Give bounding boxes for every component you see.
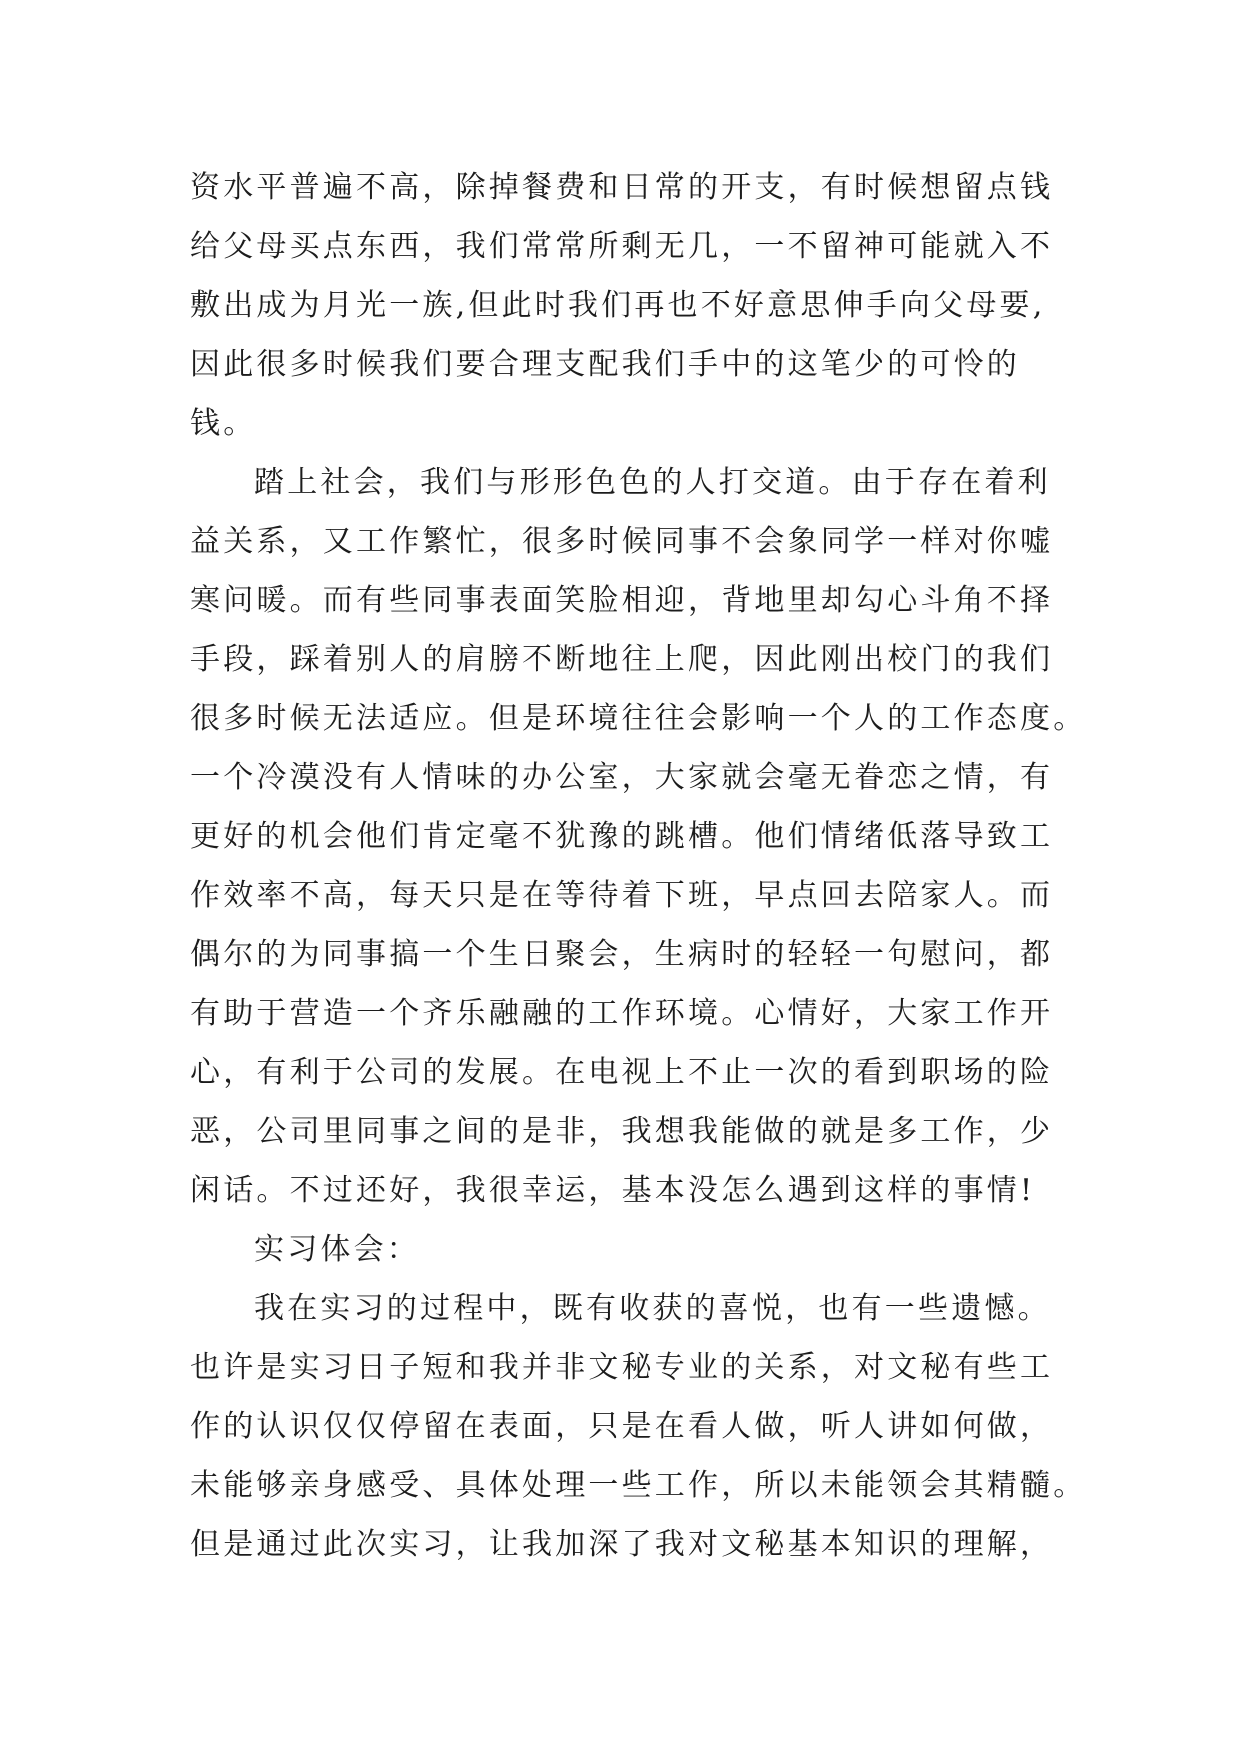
document-body-text	[190, 158, 1090, 1574]
text-line: 实习体会：	[254, 1232, 420, 1267]
text-line: 敷出成为月光一族,但此时我们再也不好意思伸手向父母要,	[190, 288, 1046, 323]
text-line: 偶尔的为同事搞一个生日聚会，生病时的轻轻一句慰问，都	[190, 937, 1054, 972]
text-line: 未能够亲身感受、具体处理一些工作，所以未能领会其精髓。	[190, 1468, 1087, 1503]
text-line: 也许是实习日子短和我并非文秘专业的关系，对文秘有些工	[190, 1350, 1054, 1385]
text-line: 手段，踩着别人的肩膀不断地往上爬，因此刚出校门的我们	[190, 642, 1054, 677]
text-line: 恶，公司里同事之间的是非，我想我能做的就是多工作，少	[190, 1114, 1054, 1149]
text-line: 作效率不高，每天只是在等待着下班，早点回去陪家人。而	[190, 878, 1054, 913]
text-line: 钱。	[190, 406, 257, 441]
text-line: 闲话。不过还好，我很幸运，基本没怎么遇到这样的事情!	[190, 1173, 1036, 1208]
text-line: 一个冷漠没有人情味的办公室，大家就会毫无眷恋之情，有	[190, 760, 1054, 795]
text-line: 作的认识仅仅停留在表面，只是在看人做，听人讲如何做，	[190, 1409, 1054, 1444]
text-line: 但是通过此次实习，让我加深了我对文秘基本知识的理解，	[190, 1527, 1054, 1562]
text-line: 踏上社会，我们与形形色色的人打交道。由于存在着利	[254, 465, 1051, 500]
text-line: 我在实习的过程中，既有收获的喜悦，也有一些遗憾。	[254, 1291, 1051, 1326]
text-line: 寒问暖。而有些同事表面笑脸相迎，背地里却勾心斗角不择	[190, 583, 1054, 618]
text-line: 很多时候无法适应。但是环境往往会影响一个人的工作态度。	[190, 701, 1087, 736]
text-line: 给父母买点东西，我们常常所剩无几，一不留神可能就入不	[190, 229, 1054, 264]
text-line: 益关系，又工作繁忙，很多时候同事不会象同学一样对你嘘	[190, 524, 1054, 559]
text-line: 资水平普遍不高，除掉餐费和日常的开支，有时候想留点钱	[190, 170, 1054, 205]
text-line: 心，有利于公司的发展。在电视上不止一次的看到职场的险	[190, 1055, 1054, 1090]
text-line: 因此很多时候我们要合理支配我们手中的这笔少的可怜的	[190, 347, 1020, 382]
text-line: 更好的机会他们肯定毫不犹豫的跳槽。他们情绪低落导致工	[190, 819, 1054, 854]
text-line: 有助于营造一个齐乐融融的工作环境。心情好，大家工作开	[190, 996, 1054, 1031]
